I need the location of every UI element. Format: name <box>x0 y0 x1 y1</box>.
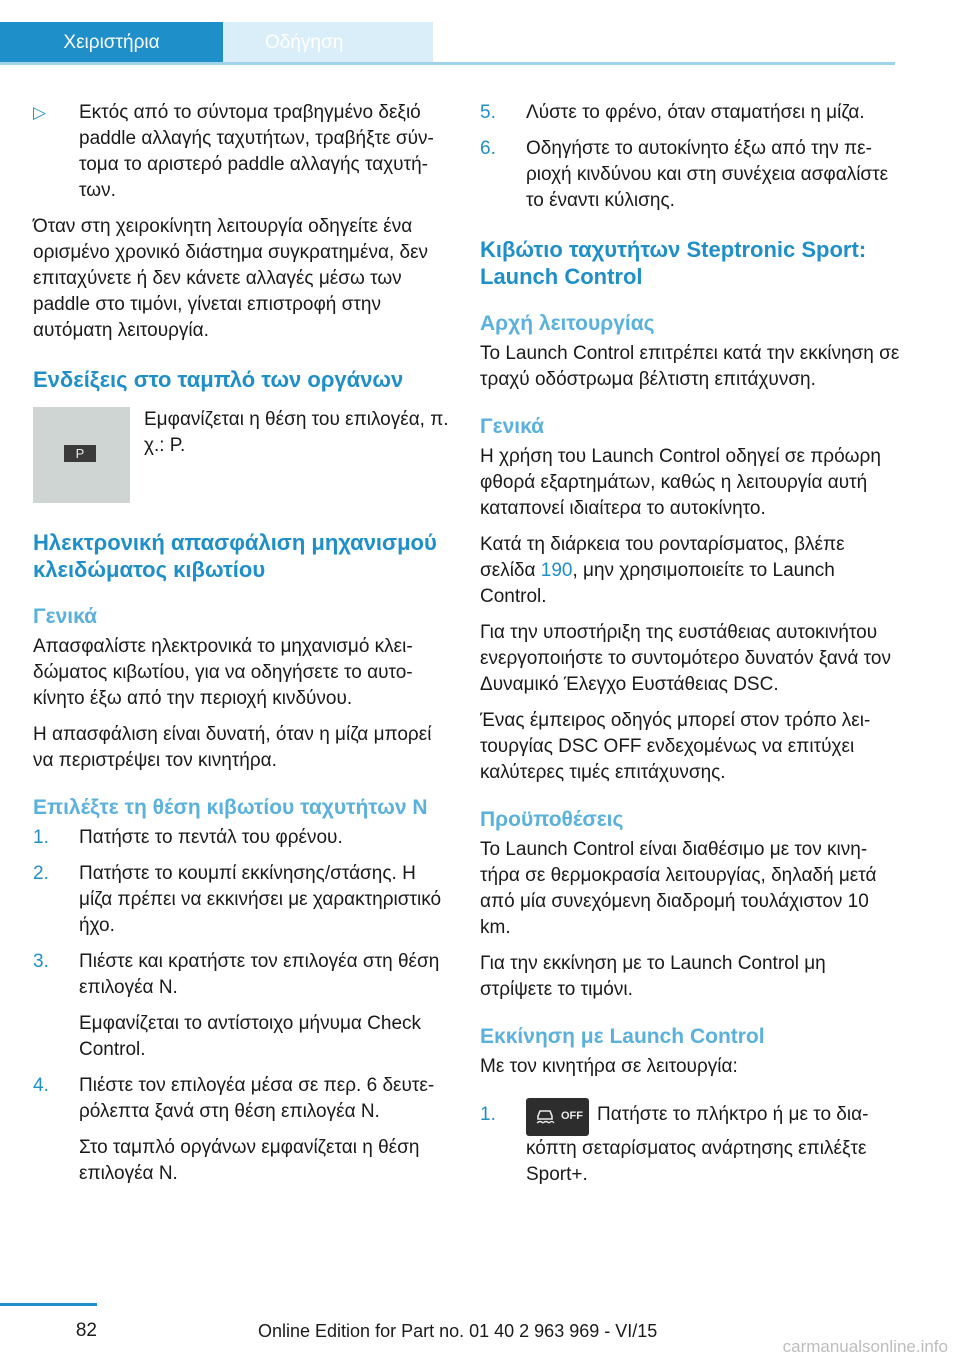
section-title-instrument-display: Ενδείξεις στο ταμπλό των οργάνων <box>33 367 404 392</box>
unlock-paragraph-1: Απασφαλίστε ηλεκτρονικά το μηχανισμό κλειδώματος κιβωτίου, για να οδηγήσετε το αυτοκίνητο έξω από την περιοχή κινδύνου. <box>33 636 413 709</box>
step-text: Οδηγήστε το αυτοκίνητο έξω από την περιοχή κινδύνου και στη συνέχεια ασφαλίστε το έναντι κύλισης. <box>526 138 889 211</box>
general-paragraph-2 <box>480 532 900 610</box>
step-number: 5. <box>480 102 496 123</box>
step-text: Πιέστε τον επιλογέα μέσα σε περ. 6 δευτερόλεπτα ξανά στη θέση επιλογέα N. <box>79 1075 435 1122</box>
dsc-off-button-icon <box>526 1098 589 1136</box>
subsection-title-start-launch-control: Εκκίνηση με Launch Control <box>480 1025 765 1048</box>
general-paragraph-1: Η χρήση του Launch Control οδηγεί σε πρόωρη φθορά εξαρτημάτων, καθώς η λειτουργία αυτή καταπονεί ιδιαίτερα το αυτοκίνητο. <box>480 446 881 519</box>
step-text: Πατήστε το κουμπί εκκίνησης/στάσης. Η μίζα πρέπει να εκκινήσει με χαρακτηριστικό ήχο. <box>79 863 442 936</box>
subsection-title-prerequisites: Προϋποθέσεις <box>480 808 624 831</box>
prerequisites-paragraph-2: Για την εκκίνηση με το Launch Control μη στρίψετε το τιμόνι. <box>480 953 826 1000</box>
skid-car-icon <box>534 1105 556 1127</box>
step-text: Λύστε το φρένο, όταν σταματήσει η μίζα. <box>526 102 865 123</box>
page-reference-link[interactable]: 190 <box>540 560 573 581</box>
tab-controls[interactable]: Χειριστήρια <box>0 22 223 62</box>
step-item <box>33 861 453 939</box>
edition-footer: Online Edition for Part no. 01 40 2 963 969 - VI/15 <box>258 1321 658 1341</box>
park-indicator-icon: P <box>64 445 96 462</box>
step-item <box>480 136 900 214</box>
display-description: Εμφανίζεται η θέση του επιλογέα, π. χ.: P. <box>144 409 449 456</box>
watermark: carmanualsonline.info <box>782 1337 948 1356</box>
bullet-item <box>33 100 453 204</box>
right-column <box>480 100 900 1198</box>
subsection-title-principle: Αρχή λειτουργίας <box>480 312 655 335</box>
step-item <box>33 825 453 851</box>
step-item <box>480 1102 900 1188</box>
general-paragraph-4: Ένας έμπειρος οδηγός μπορεί στον τρόπο λειτουργίας DSC OFF ενδεχομένως να επιτύχει καλύτερες τιμές επιτάχυνσης. <box>480 710 871 783</box>
footer-divider <box>0 1303 97 1306</box>
step-text: Πιέστε και κρατήστε τον επιλογέα στη θέση επιλογέα N. <box>79 951 440 998</box>
step-note: Στο ταμπλό οργάνων εμφανίζεται η θέση επιλογέα N. <box>79 1137 420 1184</box>
bullet-text: Εκτός από το σύντομα τραβηγμένο δεξιό paddle αλλαγής ταχυτήτων, τραβήξτε σύντομα το αριστερό paddle αλλαγής ταχυτήτων. <box>79 102 434 201</box>
step-item <box>480 100 900 126</box>
prerequisites-paragraph-1: Το Launch Control είναι διαθέσιμο με τον κινητήρα σε θερμοκρασία λειτουργίας, δηλαδή μετά από μία συνεχόμενη διαδρομή τουλάχιστον 10 km. <box>480 839 877 938</box>
step-number: 6. <box>480 138 496 159</box>
page-number: 82 <box>75 1320 97 1341</box>
start-intro: Με τον κινητήρα σε λειτουργία: <box>480 1056 738 1077</box>
left-column <box>33 100 453 1197</box>
subsection-title-select-n: Επιλέξτε τη θέση κιβωτίου ταχυτήτων N <box>33 796 428 819</box>
principle-paragraph: Το Launch Control επιτρέπει κατά την εκκίνηση σε τραχύ οδόστρωμα βέλτιστη επιτάχυνση. <box>480 343 900 390</box>
step-item <box>33 949 453 1063</box>
step-item <box>33 1073 453 1187</box>
general-paragraph-2-start: Κατά τη διάρκεια του ρονταρίσματος, βλέπε σελίδα <box>480 534 845 581</box>
header-tabs <box>0 22 895 65</box>
step-text: Πατήστε το πλήκτρο ή με το διακόπτη σεταρίσματος ανάρτησης επιλέξτε Sport+. <box>526 1104 869 1185</box>
instrument-display-block <box>33 407 453 511</box>
unlock-paragraph-2: Η απασφάλιση είναι δυνατή, όταν η μίζα μπορεί να περιστρέψει τον κινητήρα. <box>33 724 432 771</box>
section-title-electronic-unlock: Ηλεκτρονική απασφάλιση μηχανισμού κλειδώματος κιβωτίου <box>33 530 437 582</box>
step-number: 1. <box>33 827 49 848</box>
step-number: 1. <box>480 1104 496 1125</box>
step-number: 2. <box>33 863 49 884</box>
dsc-off-label: OFF <box>561 1110 583 1122</box>
step-number: 4. <box>33 1075 49 1096</box>
triangle-bullet-icon: ▷ <box>33 103 47 122</box>
step-note: Εμφανίζεται το αντίστοιχο μήνυμα Check Control. <box>79 1013 422 1060</box>
auto-mode-paragraph: Όταν στη χειροκίνητη λειτουργία οδηγείτε ένα ορισμένο χρονικό διάστημα συγκρατημένα, δεν επιταχύνετε ή δεν κάνετε αλλαγές μέσω των paddle στο τιμόνι, γίνεται επιστροφή στην αυτόματη λειτουργία. <box>33 216 429 341</box>
subsection-title-general: Γενικά <box>480 415 545 438</box>
selector-display-image <box>33 407 130 503</box>
tab-driving[interactable]: Οδήγηση <box>223 22 433 62</box>
subsection-title-general: Γενικά <box>33 605 98 628</box>
step-number: 3. <box>33 951 49 972</box>
general-paragraph-3: Για την υποστήριξη της ευστάθειας αυτοκινήτου ενεργοποιήστε το συντομότερο δυνατόν ξανά τον Δυναμικό Έλεγχο Ευστάθειας DSC. <box>480 622 891 695</box>
general-paragraph-2-end: , μην χρησιμοποιείτε το Launch Control. <box>480 560 835 607</box>
section-title-launch-control: Κιβώτιο ταχυτήτων Steptronic Sport: Launch Control <box>480 237 867 289</box>
step-text: Πατήστε το πεντάλ του φρένου. <box>79 827 343 848</box>
